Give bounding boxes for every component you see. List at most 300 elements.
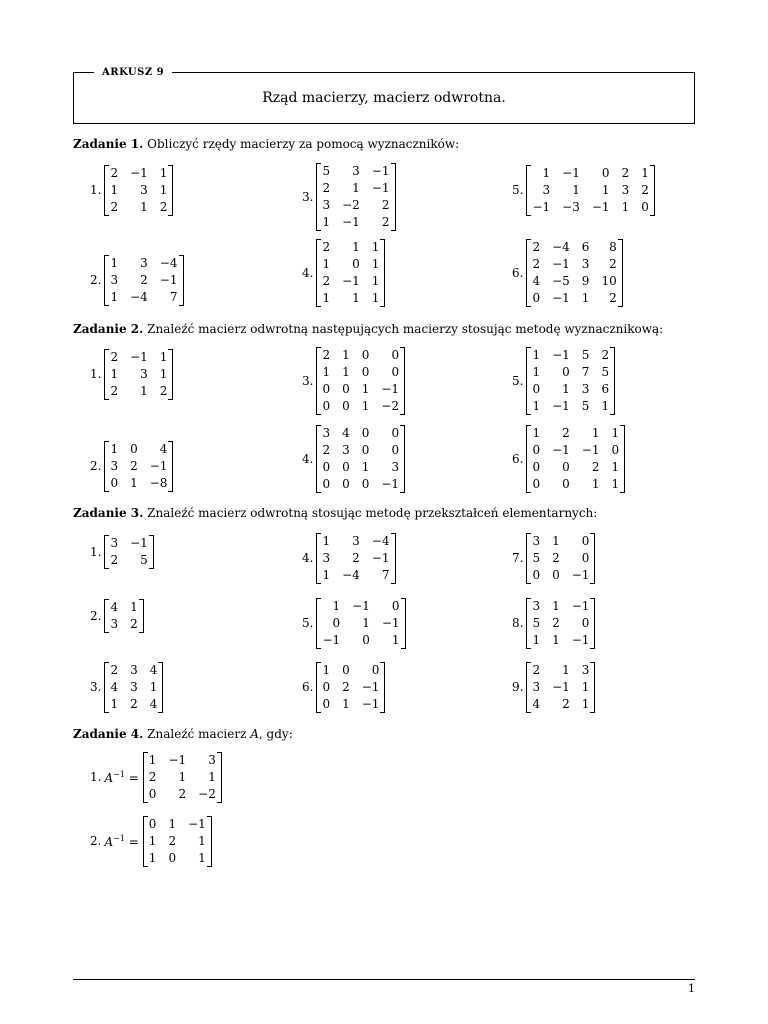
matrix-cell: 6 — [601, 382, 610, 396]
matrix-cell: 1 — [178, 769, 187, 784]
matrix-cell: 2 — [110, 662, 119, 677]
matrix-cell: 9 — [581, 274, 590, 288]
matrix — [316, 425, 405, 493]
matrix-cell: 0 — [322, 679, 331, 694]
matrix-cell: 2 — [562, 696, 570, 711]
matrix — [526, 533, 595, 584]
matrix-cell: −1 — [552, 291, 570, 305]
item-number: 3. — [302, 374, 314, 388]
matrix-cell: 0 — [532, 382, 541, 396]
matrix-cell: 1 — [641, 165, 649, 180]
matrix-cell: 0 — [562, 460, 570, 474]
matrix-item — [302, 661, 385, 713]
matrix-cell: 3 — [542, 182, 551, 197]
matrix-cell: 0 — [342, 382, 350, 396]
matrix-cell: 2 — [322, 274, 331, 288]
matrix-cell: −2 — [381, 399, 400, 413]
matrix-cell: 0 — [352, 257, 360, 271]
matrix-cell: 1 — [361, 382, 370, 396]
matrix-cell: 3 — [581, 257, 590, 271]
task-variable: A — [250, 727, 259, 741]
matrix-item — [512, 164, 655, 216]
matrix-cell: 4 — [159, 441, 168, 456]
matrix-cell: 2 — [552, 550, 560, 565]
matrix-cell: 2 — [322, 181, 331, 195]
matrix-cell: 6 — [581, 240, 590, 254]
matrix-cell: 2 — [130, 696, 138, 711]
matrix-cell: 5 — [532, 615, 541, 630]
matrix-cell: 0 — [391, 348, 400, 362]
matrix-cell: 1 — [361, 460, 370, 474]
matrix-cell: 1 — [322, 533, 331, 548]
lhs-superscript: −1 — [113, 769, 125, 779]
matrix-item — [302, 162, 396, 232]
matrix-cell: 2 — [609, 291, 617, 305]
matrix — [526, 662, 595, 713]
matrix-cell: 1 — [140, 199, 148, 214]
matrix-cell: 2 — [130, 617, 138, 631]
matrix-cell: 5 — [581, 399, 590, 413]
matrix-cell: 0 — [362, 632, 370, 647]
matrix-cell: 2 — [352, 550, 360, 565]
matrix-cell: 2 — [601, 348, 610, 362]
matrix-cell: 1 — [322, 291, 331, 305]
matrix-cell: 0 — [532, 291, 541, 305]
inverse-label — [104, 770, 138, 785]
item-number: 1. — [90, 545, 102, 559]
matrix-cell: 0 — [322, 477, 331, 491]
matrix-cell: −1 — [322, 632, 341, 647]
matrix-cell: −1 — [130, 349, 148, 364]
matrix-cell: 1 — [591, 426, 600, 440]
matrix-cell: 0 — [361, 477, 370, 491]
matrix-cell: 1 — [342, 696, 350, 711]
matrix-cell: 3 — [621, 182, 630, 197]
matrix-cell: 0 — [322, 382, 331, 396]
matrix-cell: 1 — [198, 850, 206, 865]
matrix-cell: 3 — [322, 426, 331, 440]
matrix-item — [90, 815, 212, 867]
matrix-cell: 0 — [322, 696, 331, 711]
matrix-cell: −1 — [168, 752, 187, 767]
matrix — [526, 165, 654, 216]
matrix-cell: 3 — [110, 458, 119, 473]
matrix — [316, 598, 405, 649]
matrix-cell: 2 — [168, 833, 177, 848]
matrix-cell: −1 — [591, 199, 610, 214]
item-number: 5. — [512, 183, 524, 197]
task-text: Znaleźć macierz odwrotną następujących macierzy stosując metodę wyznacznikową: — [147, 322, 664, 336]
matrix-cell: −2 — [198, 786, 216, 801]
matrix-cell: −1 — [381, 615, 400, 630]
matrix-item — [512, 661, 595, 713]
task-label: Zadanie 1. — [73, 137, 144, 151]
inverse-label — [104, 834, 138, 849]
matrix-cell: 5 — [532, 550, 541, 565]
item-number: 8. — [512, 616, 524, 630]
task-2-heading — [73, 322, 663, 336]
task-1-heading — [73, 137, 459, 151]
matrix-item — [90, 661, 163, 713]
matrix-cell: 1 — [352, 240, 360, 254]
matrix-cell: 1 — [148, 833, 157, 848]
item-number: 4. — [302, 266, 314, 280]
item-number: 7. — [512, 551, 524, 565]
task-text: , gdy: — [258, 727, 293, 741]
matrix-cell: 3 — [130, 662, 138, 677]
matrix-cell: 1 — [342, 348, 350, 362]
matrix-cell: 2 — [110, 553, 119, 567]
matrix — [316, 533, 395, 584]
item-number: 6. — [512, 266, 524, 280]
matrix-cell: 3 — [110, 272, 119, 287]
matrix-item — [90, 598, 144, 634]
lhs-base: A — [104, 770, 114, 785]
matrix-cell: 0 — [581, 550, 590, 565]
matrix — [104, 255, 183, 306]
matrix-cell: 4 — [149, 696, 158, 711]
matrix-cell: −3 — [562, 199, 580, 214]
matrix-cell: 1 — [371, 274, 380, 288]
matrix — [104, 349, 173, 400]
matrix-cell: 1 — [581, 679, 590, 694]
matrix-cell: 1 — [110, 255, 119, 270]
matrix-cell: 2 — [110, 349, 119, 364]
matrix-cell: 1 — [552, 533, 560, 548]
matrix-cell: 2 — [609, 257, 617, 271]
matrix-cell: 0 — [391, 365, 400, 379]
matrix-cell: 1 — [149, 679, 158, 694]
matrix-item — [512, 424, 625, 494]
matrix-cell: 1 — [208, 769, 216, 784]
task-label: Zadanie 3. — [73, 506, 144, 520]
matrix — [316, 347, 405, 415]
matrix-cell: 1 — [611, 477, 620, 491]
lhs-base: A — [104, 834, 114, 849]
matrix-cell: 1 — [391, 632, 400, 647]
matrix-cell: 1 — [130, 600, 138, 614]
matrix-cell: 1 — [168, 816, 177, 831]
item-number: 2. — [90, 273, 102, 287]
matrix-cell: 1 — [611, 460, 620, 474]
matrix-cell: 1 — [148, 752, 157, 767]
matrix-cell: −4 — [371, 533, 390, 548]
matrix-cell: 10 — [601, 274, 617, 288]
matrix-cell: 8 — [609, 240, 617, 254]
page-number: 1 — [688, 982, 695, 995]
matrix-cell: 0 — [532, 443, 541, 457]
matrix-cell: 0 — [361, 365, 370, 379]
matrix-cell: 2 — [532, 662, 541, 677]
matrix — [104, 662, 163, 713]
matrix-cell: 0 — [342, 460, 350, 474]
item-number: 9. — [512, 680, 524, 694]
matrix-item — [90, 164, 173, 216]
matrix-cell: 3 — [581, 382, 590, 396]
matrix-cell: 2 — [110, 383, 119, 398]
matrix-cell: −1 — [130, 536, 148, 550]
matrix-cell: 0 — [322, 399, 331, 413]
matrix-cell: −1 — [571, 567, 590, 582]
matrix-cell: −1 — [552, 443, 570, 457]
matrix-cell: 0 — [148, 816, 157, 831]
matrix-cell: 1 — [601, 182, 610, 197]
matrix-cell: 1 — [148, 850, 157, 865]
matrix-cell: −1 — [342, 215, 360, 229]
matrix-item — [302, 532, 396, 584]
matrix-cell: 0 — [371, 662, 380, 677]
matrix-cell: 4 — [342, 426, 350, 440]
matrix-cell: 1 — [581, 291, 590, 305]
matrix-cell: 2 — [381, 198, 390, 212]
matrix-cell: 1 — [601, 399, 610, 413]
matrix — [526, 598, 595, 649]
lhs-equals: = — [124, 834, 139, 849]
matrix-cell: 1 — [159, 349, 168, 364]
matrix-cell: 2 — [532, 240, 541, 254]
matrix-cell: 2 — [562, 426, 570, 440]
matrix-cell: −1 — [571, 632, 590, 647]
matrix-cell: 2 — [342, 679, 350, 694]
matrix-cell: 5 — [601, 365, 610, 379]
task-label: Zadanie 4. — [73, 727, 144, 741]
task-text: Znaleźć macierz odwrotną stosując metodę przekształceń elementarnych: — [147, 506, 598, 520]
footer-rule — [73, 979, 695, 980]
matrix-cell: −1 — [352, 598, 370, 613]
matrix-cell: −1 — [188, 816, 206, 831]
matrix-cell: 1 — [342, 365, 350, 379]
matrix-cell: 0 — [532, 460, 541, 474]
matrix-cell: 2 — [322, 348, 331, 362]
matrix-cell: 3 — [110, 536, 119, 550]
matrix-cell: 3 — [532, 598, 541, 613]
matrix-cell: 1 — [621, 199, 630, 214]
matrix-cell: 0 — [332, 615, 341, 630]
matrix-cell: 1 — [322, 215, 331, 229]
matrix-cell: 3 — [140, 366, 148, 381]
matrix-cell: −4 — [159, 255, 178, 270]
matrix-cell: −1 — [581, 443, 600, 457]
matrix-item — [90, 254, 184, 306]
matrix-item — [90, 534, 154, 570]
matrix-cell: 3 — [110, 617, 119, 631]
matrix — [316, 239, 385, 307]
matrix-cell: 1 — [110, 182, 119, 197]
item-number: 4. — [302, 452, 314, 466]
matrix-cell: 1 — [572, 182, 580, 197]
sheet-title: Rząd macierzy, macierz odwrotna. — [262, 90, 506, 106]
matrix-cell: −1 — [571, 598, 590, 613]
matrix-cell: −1 — [342, 274, 360, 288]
matrix-cell: 0 — [130, 441, 138, 456]
matrix-cell: 0 — [168, 850, 177, 865]
matrix-cell: 2 — [130, 458, 138, 473]
matrix-cell: −1 — [130, 165, 148, 180]
matrix-cell: 3 — [391, 460, 400, 474]
matrix-cell: 2 — [322, 443, 331, 457]
sheet-header-box — [73, 67, 695, 124]
sheet-label: ARKUSZ 9 — [94, 66, 172, 79]
matrix-cell: 2 — [621, 165, 630, 180]
matrix-cell: 2 — [110, 165, 119, 180]
item-number: 2. — [90, 609, 102, 623]
matrix-cell: 0 — [552, 567, 560, 582]
matrix-cell: 1 — [322, 365, 331, 379]
matrix-cell: 2 — [148, 769, 157, 784]
matrix-cell: 1 — [611, 426, 620, 440]
matrix — [316, 662, 385, 713]
item-number: 2. — [90, 459, 102, 473]
matrix-cell: 1 — [552, 632, 560, 647]
matrix-cell: 1 — [198, 833, 206, 848]
matrix-cell: −1 — [552, 399, 570, 413]
matrix-cell: 2 — [140, 272, 148, 287]
matrix-cell: 0 — [601, 165, 610, 180]
matrix-cell: 0 — [361, 426, 370, 440]
matrix-cell: 0 — [581, 615, 590, 630]
matrix-cell: 2 — [641, 182, 649, 197]
matrix-cell: 1 — [110, 366, 119, 381]
matrix-cell: −1 — [371, 164, 390, 178]
matrix-cell: 2 — [591, 460, 600, 474]
item-number: 5. — [302, 616, 314, 630]
matrix-cell: 0 — [391, 426, 400, 440]
task-text: Obliczyć rzędy macierzy za pomocą wyznaczników: — [147, 137, 460, 151]
matrix-cell: 1 — [110, 289, 119, 304]
matrix-cell: −1 — [149, 458, 168, 473]
matrix — [104, 165, 173, 216]
matrix — [526, 239, 622, 307]
matrix-cell: 0 — [391, 598, 400, 613]
matrix-cell: 0 — [562, 365, 570, 379]
matrix-cell: 2 — [178, 786, 187, 801]
matrix-cell: 1 — [361, 399, 370, 413]
matrix-cell: 0 — [611, 443, 620, 457]
matrix-cell: 0 — [110, 475, 119, 490]
matrix-cell: 1 — [332, 598, 341, 613]
lhs-superscript: −1 — [113, 833, 125, 843]
matrix-cell: 1 — [110, 696, 119, 711]
matrix-cell: −4 — [130, 289, 148, 304]
matrix-cell: 4 — [149, 662, 158, 677]
task-label: Zadanie 2. — [73, 322, 144, 336]
matrix-cell: 0 — [641, 199, 649, 214]
matrix-item — [90, 440, 173, 492]
matrix-cell: 2 — [552, 615, 560, 630]
matrix-cell: 1 — [532, 426, 541, 440]
matrix-cell: 0 — [361, 348, 370, 362]
matrix-cell: 2 — [381, 215, 390, 229]
matrix-cell: −1 — [361, 696, 380, 711]
matrix-cell: 3 — [581, 662, 590, 677]
matrix-cell: 0 — [148, 786, 157, 801]
matrix-cell: −1 — [381, 477, 400, 491]
matrix-cell: −1 — [371, 550, 390, 565]
matrix-cell: 0 — [581, 533, 590, 548]
matrix — [143, 816, 212, 867]
matrix-cell: 1 — [362, 615, 370, 630]
matrix-cell: 4 — [532, 274, 541, 288]
matrix-cell: 7 — [581, 365, 590, 379]
matrix-cell: 3 — [140, 182, 148, 197]
matrix-cell: 7 — [381, 567, 390, 582]
item-number: 3. — [302, 190, 314, 204]
item-number: 4. — [302, 551, 314, 565]
matrix-cell: 3 — [352, 533, 360, 548]
matrix-cell: 3 — [342, 443, 350, 457]
matrix-cell: 1 — [542, 165, 551, 180]
matrix-cell: −1 — [562, 165, 580, 180]
matrix — [316, 163, 395, 231]
task-text: Znaleźć macierz — [147, 727, 251, 741]
matrix-cell: 1 — [591, 477, 600, 491]
matrix-cell: 7 — [169, 289, 178, 304]
matrix-cell: 0 — [562, 477, 570, 491]
matrix-cell: 0 — [342, 399, 350, 413]
matrix-item — [512, 346, 615, 416]
matrix-cell: 1 — [159, 366, 168, 381]
matrix-cell: 3 — [532, 533, 541, 548]
matrix-cell: 3 — [208, 752, 216, 767]
matrix-item — [302, 238, 385, 308]
item-number: 2. — [90, 834, 102, 848]
matrix-cell: 1 — [371, 240, 380, 254]
matrix-cell: 1 — [371, 257, 380, 271]
lhs-equals: = — [124, 770, 139, 785]
matrix-item — [302, 597, 406, 649]
matrix-cell: 3 — [322, 198, 331, 212]
matrix-cell: −2 — [342, 198, 360, 212]
matrix-cell: 1 — [562, 382, 570, 396]
matrix-cell: 1 — [140, 383, 148, 398]
matrix-item — [90, 348, 173, 400]
matrix-cell: −1 — [532, 199, 551, 214]
item-number: 5. — [512, 374, 524, 388]
matrix-cell: 1 — [159, 165, 168, 180]
matrix-cell: 1 — [130, 475, 138, 490]
matrix-cell: 0 — [342, 477, 350, 491]
matrix-cell: 1 — [352, 181, 360, 195]
matrix-cell: 1 — [552, 598, 560, 613]
matrix-cell: 1 — [352, 291, 360, 305]
matrix — [143, 752, 222, 803]
matrix-cell: 1 — [322, 567, 331, 582]
matrix-cell: 1 — [581, 696, 590, 711]
matrix-cell: 2 — [532, 257, 541, 271]
matrix-cell: 0 — [322, 460, 331, 474]
matrix-cell: 0 — [532, 567, 541, 582]
matrix-cell: −4 — [342, 567, 360, 582]
item-number: 1. — [90, 770, 102, 784]
item-number: 6. — [512, 452, 524, 466]
matrix-cell: 1 — [532, 365, 541, 379]
matrix-cell: −1 — [159, 272, 178, 287]
matrix-cell: −8 — [149, 475, 168, 490]
matrix-cell: 2 — [322, 240, 331, 254]
matrix — [526, 425, 625, 493]
matrix-cell: 0 — [342, 662, 350, 677]
matrix-cell: −5 — [552, 274, 570, 288]
matrix-item — [302, 346, 405, 416]
matrix-cell: 2 — [110, 199, 119, 214]
matrix-cell: 4 — [532, 696, 541, 711]
matrix-cell: 4 — [110, 679, 119, 694]
matrix-cell: −1 — [552, 257, 570, 271]
matrix-cell: 5 — [140, 553, 148, 567]
matrix-cell: 3 — [130, 679, 138, 694]
matrix-cell: −1 — [381, 382, 400, 396]
matrix-cell: 0 — [532, 477, 541, 491]
